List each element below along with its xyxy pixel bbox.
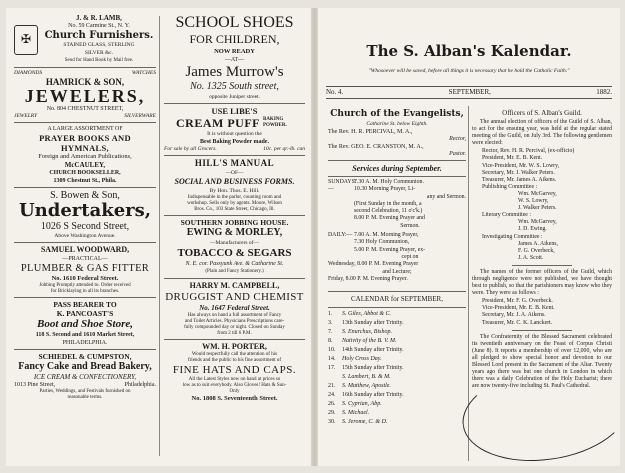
- sundays-line: (First Sunday in the month, a: [354, 200, 422, 207]
- officer-line: Vice-President, Mr. W. S. Lowry,: [482, 162, 560, 169]
- calendar-row: [328, 418, 466, 427]
- mcauley-line1: A LARGE ASSORTMENT OF: [47, 126, 123, 132]
- daily-line: 5.00 P. M. Evening Prayer, ex-: [354, 246, 426, 253]
- church-heading: Church of the Evangelists,: [330, 109, 464, 119]
- officer-line: F. G. Overbeck,: [518, 247, 555, 254]
- daily-line: 7.30 Holy Communion,: [354, 239, 410, 246]
- campbell-ad: [164, 281, 305, 337]
- mcauley-ad: [14, 125, 156, 185]
- calendar-row: [328, 355, 466, 364]
- daily-extra: [328, 261, 466, 283]
- sundays-line: second Celebration, 11 o'c'k.): [354, 208, 423, 215]
- officer-line: Treasurer, Mr. James A. Aikens.: [482, 176, 557, 183]
- woodward-note1: Jobbing Promptly attended to. Order received: [39, 283, 131, 288]
- campbell-name: HARRY M. CAMPBELL,: [189, 281, 280, 290]
- issue-month: SEPTEMBER,: [448, 88, 491, 96]
- rector-role: Rector,: [449, 136, 466, 142]
- hills-desc3: Bros. Co., 103 State Street, Chicago, Ill.: [194, 207, 275, 212]
- baking-powder-label: BAKING POWDER.: [262, 117, 287, 128]
- sundays-line: 8.00 P. M. Evening Prayer and: [354, 215, 425, 222]
- calendar-heading: CALENDAR for SEPTEMBER,: [351, 295, 443, 304]
- officer-line: James A. Aikens,: [518, 240, 558, 247]
- mcauley-name: McCAULEY,: [64, 161, 106, 169]
- officer-line: President, Mr. E. B. Kent.: [482, 155, 543, 162]
- schiedel-name: SCHIEDEL & CUMPSTON,: [38, 352, 132, 361]
- calendar-feast: S. Enurchus, Bishop.: [342, 329, 392, 336]
- cream-puff-banner: CREAM PUFF: [176, 116, 260, 130]
- hills-author: By Hon. Thos. E. Hill.: [209, 188, 260, 194]
- tobacco-banner: TOBACCO & SEGARS: [177, 247, 292, 259]
- school-shoes-ad: [164, 14, 305, 101]
- hamrick-top-left: DIAMONDS: [14, 70, 43, 76]
- calendar-feast: 14th Sunday after Trinity.: [342, 347, 404, 354]
- hills-manual-title: HILL'S MANUAL: [194, 158, 275, 168]
- bowen-name: S. Bowen & Son,: [50, 190, 120, 201]
- jewelers-banner: JEWELERS,: [24, 86, 146, 106]
- column-divider: [159, 16, 160, 456]
- calendar-feast: 15th Sunday after Trinity.: [342, 365, 404, 372]
- pancoast-city: PHILADELPHIA.: [62, 340, 108, 346]
- school-shoes-title: SCHOOL SHOES: [175, 14, 294, 31]
- calendar-feast: S. Matthew, Apostle.: [342, 383, 391, 390]
- murrow-address: No. 1325 South street,: [190, 81, 279, 92]
- motto: "Whosoever will be saved, before all things it is necessary that he hold the Catholic Faith.": [368, 68, 570, 74]
- calendar-day: 8.: [328, 338, 333, 345]
- now-ready: NOW READY: [214, 48, 255, 55]
- daily-line: Wednesday, 8.00 P. M. Evening Prayer: [328, 261, 419, 268]
- hills-of: —OF—: [225, 170, 244, 176]
- daily-line: 7.00 A. M. Morning Prayer,: [354, 232, 419, 239]
- schiedel-address: 1013 Pine Street,: [14, 382, 56, 388]
- officer-line: Literary Committee :: [482, 212, 531, 219]
- page-fold: [311, 8, 318, 466]
- porter-ad: [164, 342, 305, 403]
- lamb-ad: [14, 14, 156, 65]
- and-rev-line: The Rev. GEO. E. CRANSTON, M. A.,: [328, 144, 424, 150]
- libe-sale: For sale by all Grocers.: [164, 146, 217, 152]
- hills-desc1: Indispensable in the parlor, counting room and: [187, 195, 282, 200]
- calendar-row: [328, 337, 466, 346]
- pancoast-address: 118 S. Second and 1610 Market Street,: [35, 332, 135, 338]
- schiedel-note2: reasonable terms.: [67, 395, 103, 400]
- officer-line: J. A. Scott.: [518, 254, 544, 261]
- calendar-day: 14.: [328, 356, 336, 363]
- mcauley-line2: Foreign and American Publications,: [38, 153, 132, 160]
- campbell-desc2: and Toilet Articles. Physicians Prescriptions care-: [184, 319, 285, 324]
- ewing-morley: EWING & MORLEY,: [186, 227, 283, 238]
- calendar-feast: S. Michael.: [342, 410, 370, 417]
- right-column-2: [472, 108, 612, 390]
- campbell-desc1: Has always on hand a full assortment of Fancy: [187, 313, 282, 318]
- woodward-note2: for Bricklaying in all its branches.: [50, 289, 120, 294]
- libe-price: 10c. per qr.-lb. can: [263, 146, 305, 152]
- church-address: Catharine St. below Eighth.: [366, 121, 428, 127]
- bowen-address: 1026 S Second Street,: [40, 221, 130, 232]
- sundays-label: SUNDAYS:—: [328, 179, 357, 193]
- campbell-desc3: fully compounded day or night. Closed on Sunday: [184, 325, 285, 330]
- ice-cream-line: ICE CREAM & CONFECTIONERY,: [33, 373, 137, 381]
- calendar-day: 10.: [328, 347, 336, 354]
- hills-desc2: workshop. Sells only by agents. Moore, Wilson: [187, 201, 282, 206]
- calendar-row: [328, 319, 466, 328]
- fancy-cake-banner: Fancy Cake and Bread Bakery,: [18, 361, 152, 372]
- calendar-list: [328, 310, 466, 427]
- former-officers-paragraph: The names of the former officers of the Guild, which through negligence were not published, we have thought best to publish, so that the parishioners may know who they were. They were as follows :: [472, 268, 612, 297]
- lamb-address: No. 59 Carmine St., N. Y.: [68, 23, 130, 29]
- porter-desc1: Would respectfully call the attention of his: [191, 352, 278, 357]
- lamb-firm: J. & R. LAMB,: [76, 14, 122, 22]
- rector-line: The Rev. H. R. PERCIVAL, M. A.,: [328, 129, 413, 135]
- calendar-day: 17.: [328, 365, 336, 372]
- porter-desc4: low as to suit everybody. Also Gloves! Hats & Sun-: [182, 383, 287, 388]
- porter-desc2: friends and the public to his fine assortment of: [187, 358, 282, 363]
- calendar-row: [328, 382, 466, 391]
- daily-block: [328, 232, 466, 261]
- calendar-day: 30.: [328, 419, 336, 426]
- schiedel-note1: Parties, Weddings, and Festivals furnished on: [39, 389, 131, 394]
- calendar-feast: Holy Cross Day.: [342, 356, 382, 363]
- calendar-day: 7.: [328, 329, 333, 336]
- daily-list: [354, 232, 466, 261]
- boot-store-banner: Boot and Shoe Store,: [37, 318, 133, 330]
- issue-no: No. 4.: [326, 88, 344, 96]
- left-page: [6, 8, 311, 466]
- woodward-practical: —PRACTICAL—: [62, 256, 108, 262]
- sundays-line: 10.30 Morning Prayer, Li-: [354, 186, 416, 193]
- schiedel-city: Philadelphia.: [124, 382, 156, 388]
- officer-line: W. S. Lowry,: [518, 198, 549, 205]
- confraternity-paragraph: The Confraternity of the Blessed Sacrament celebrated its twentieth anniversary on the Feast of Corpus Christi (June 8). It reports a membership of over 12,000, who are all pledged to show special honor and devotion to our Blessed Lord present in the Sacrament of the Altar. Twenty years ago there was but one church in London in which there was a daily Celebration of the Holy Eucharist; there are now twenty-five including St. Paul's Cathedral.: [472, 333, 612, 390]
- ewing-address: N. E. cor. Passyunk Ave. & Catharine St.: [185, 261, 284, 267]
- calendar-day: 26.: [328, 401, 336, 408]
- officer-line: Wm. McGarvey,: [518, 190, 557, 197]
- calendar-row: [328, 328, 466, 337]
- mcauley-line3: CHURCH BOOKSELLER,: [49, 170, 121, 176]
- sundays-line: Sermon.: [400, 222, 420, 229]
- hills-forms: SOCIAL AND BUSINESS FORMS.: [174, 177, 295, 186]
- bowen-ad: [14, 190, 156, 240]
- calendar-feast: S. Lambert, B. & M.: [342, 374, 391, 381]
- left-column-1: [14, 14, 156, 401]
- officer-line: President, Mr. F. G. Overbeck.: [482, 298, 553, 305]
- porter-desc5: Only: [229, 389, 240, 394]
- lamb-note: Send for Hand Book by Mail free.: [64, 58, 134, 63]
- pancoast-ad: [14, 300, 156, 347]
- calendar-feast: S. Giles, Abbot & C.: [342, 311, 392, 318]
- officer-line: Rector, Rev. H. R. Percival, (ex-officio): [482, 148, 575, 155]
- libe-note2: Best Baking Powder made.: [200, 139, 269, 145]
- left-column-2: [164, 14, 305, 403]
- issue-bar: [326, 86, 612, 99]
- sundays-line: 7.30 A. M. Holy Communion.: [354, 179, 424, 185]
- calendar-day: [328, 373, 342, 382]
- calendar-feast: Nativity of the B. V. M.: [342, 338, 397, 345]
- libe-note1: It is without question the: [207, 131, 262, 137]
- daily-line: Friday, 8.00 P. M. Evening Prayer.: [328, 275, 408, 282]
- druggist-banner: DRUGGIST AND CHEMIST: [165, 291, 304, 303]
- issue-year: 1882.: [596, 88, 612, 96]
- officer-line: J. Walker Peters.: [518, 205, 557, 212]
- former-officers-list: [472, 298, 612, 326]
- woodward-trade: PLUMBER & GAS FITTER: [20, 263, 150, 274]
- murrow-note: opposite Juniper street.: [209, 94, 260, 100]
- hamrick-top-right: WATCHES: [131, 70, 156, 76]
- hamrick-name: HAMRICK & SON,: [45, 77, 125, 87]
- officer-line: Publishing Committee :: [482, 183, 538, 190]
- manufacturers-label: —Manufacturers of—: [209, 240, 260, 246]
- calendar-day: 3.: [328, 320, 333, 327]
- southern-jobbing: SOUTHERN JOBBING HOUSE.: [180, 218, 289, 227]
- at-label: —AT—: [224, 57, 245, 63]
- services-heading: Services during September.: [352, 164, 442, 173]
- ewing-note: (Plain and Fancy Stationery.): [205, 269, 264, 274]
- porter-name: WM. H. PORTER,: [202, 342, 267, 351]
- lamb-line1: STAINED GLASS, STERLING: [63, 42, 135, 48]
- woodward-name: SAMUEL WOODWARD,: [40, 245, 130, 254]
- calendar-day: 1.: [328, 311, 333, 318]
- schiedel-ad: [14, 352, 156, 401]
- woodward-ad: [14, 245, 156, 295]
- murrow-name: James Murrow's: [185, 64, 284, 80]
- daily-line: and Lecture;: [382, 268, 412, 275]
- hamrick-address: No. 804 CHESTNUT STREET,: [46, 106, 124, 112]
- officer-line: Secretary, Mr. J. Walker Peters.: [482, 169, 555, 176]
- officer-line: Investigating Committee :: [482, 233, 543, 240]
- fine-hats-banner: FINE HATS AND CAPS.: [172, 364, 297, 376]
- calendar-row: [328, 364, 466, 373]
- sundays-line: any and Sermon.: [426, 193, 466, 200]
- calendar-row: [328, 373, 466, 382]
- calendar-day: 21.: [328, 383, 336, 390]
- right-page: [318, 8, 620, 466]
- hamrick-bottom-left: JEWELRY: [14, 113, 38, 119]
- pastor-role: Pastor.: [449, 151, 466, 157]
- campbell-address: No. 1647 Federal Street.: [199, 304, 270, 312]
- calendar-day: 29.: [328, 410, 336, 417]
- sundays-block: [328, 179, 466, 230]
- kalendar-title: The S. Alban's Kalendar.: [366, 42, 572, 60]
- mcauley-big: PRAYER BOOKS AND HYMNALS,: [39, 133, 131, 153]
- undertakers-banner: Undertakers,: [18, 200, 152, 221]
- calendar-feast: S. Cyprian, Abp.: [342, 401, 382, 408]
- lamb-line2: SILVER &c.: [84, 50, 114, 56]
- calendar-feast: 13th Sunday after Trinity.: [342, 320, 404, 327]
- guild-paragraph: The annual election of officers of the Guild of S. Alban, to act for the ensuing year, was held at the regular stated meeting of the Guild, on July 3rd. The following gentlemen were elected:: [472, 119, 612, 147]
- officer-line: Vice-President, Mr. E. B. Kent.: [482, 305, 555, 312]
- bowen-note: Above Washington Avenue.: [54, 233, 116, 239]
- calendar-feast: 16th Sunday after Trinity.: [342, 392, 404, 399]
- lamb-title: Church Furnishers.: [44, 30, 154, 41]
- calendar-feast: S. Jerome, C. & D.: [342, 419, 388, 426]
- officer-line: J. D. Ewing.: [518, 226, 547, 233]
- officer-line: Treasurer, Mr. C. K. Lanckert.: [482, 319, 553, 326]
- officers-list: [472, 148, 612, 262]
- school-shoes-subtitle: FOR CHILDREN,: [189, 32, 280, 46]
- calendar-row: [328, 310, 466, 319]
- hills-ad: [164, 158, 305, 213]
- porter-address: No. 1808 S. Seventeenth Street.: [191, 395, 278, 402]
- use-libe: USE LIBE'S: [211, 106, 258, 116]
- ewing-ad: [164, 218, 305, 276]
- lamb-logo-icon: ✠: [14, 25, 38, 55]
- campbell-desc4: from 2 till 6 P.M.: [217, 331, 252, 336]
- pancoast-name: K. PANCOAST'S: [56, 309, 114, 318]
- hamrick-ad: [14, 70, 156, 120]
- calendar-day: 24.: [328, 392, 336, 399]
- woodward-address: No. 1610 Federal Street.: [51, 275, 119, 282]
- calendar-row: [328, 391, 466, 400]
- calendar-row: [328, 346, 466, 355]
- daily-label: DAILY:—: [328, 232, 353, 239]
- right-column-1: [328, 108, 466, 427]
- hamrick-bottom-right: SILVERWARE: [124, 113, 156, 119]
- guild-heading: Officers of S. Alban's Guild.: [502, 109, 582, 117]
- pancoast-line1: PASS BEARER TO: [53, 300, 117, 309]
- officer-line: Wm. McGarvey,: [518, 219, 557, 226]
- sundays-list: [354, 179, 466, 230]
- calendar-row: [328, 400, 466, 409]
- porter-desc3: All the Latest Styles now on hand at prices so: [188, 377, 281, 382]
- calendar-row: [328, 409, 466, 418]
- daily-line: cept on: [401, 253, 419, 260]
- libe-ad: [164, 106, 305, 153]
- officer-line: Secretary, Mr. J. A. Aikens.: [482, 312, 546, 319]
- mcauley-address: 1309 Chestnut St., Phila.: [53, 178, 117, 184]
